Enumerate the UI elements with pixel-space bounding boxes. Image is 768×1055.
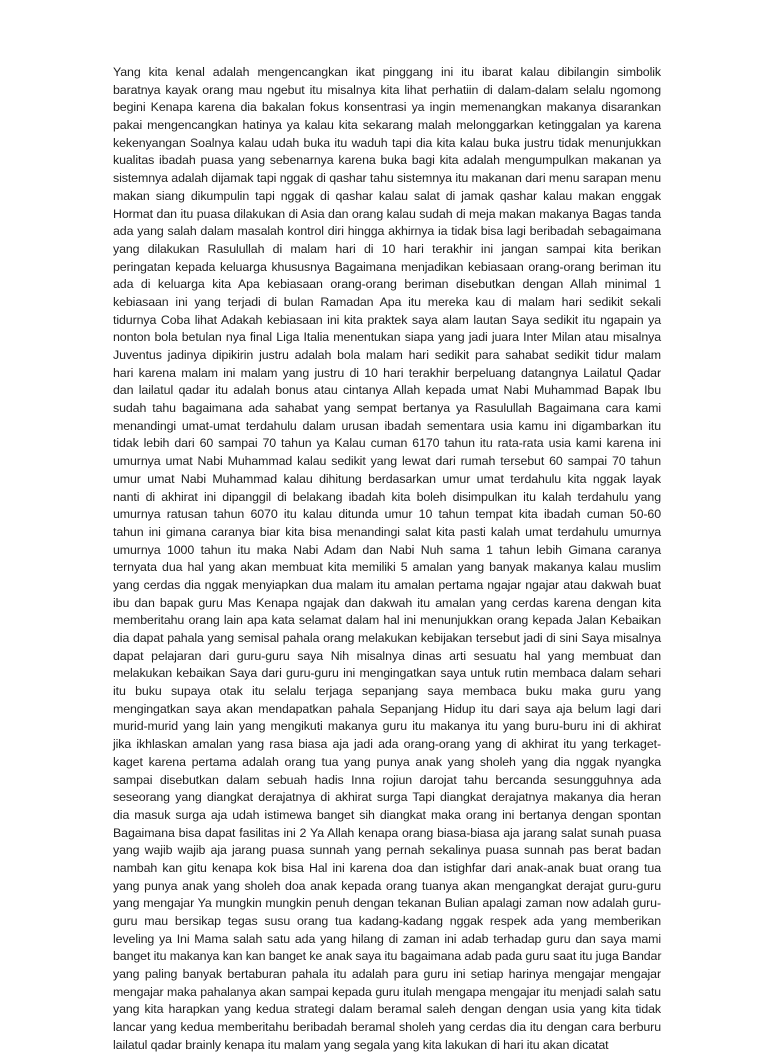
text-line: kekenyangan Soalnya kalau udah buka itu waduh tapi dia kita kalau buka justru tidak menunjukkan <box>113 135 661 150</box>
text-line: melakukan kebaikan Saya dari guru-guru ini mengingatkan saya untuk rutin membaca dalam sehari <box>113 666 661 681</box>
text-line: yang punya anak yang sholeh doa anak kepada orang tuanya akan mengangkat derajat guru-guru <box>113 878 661 893</box>
text-line: pakai mengencangkan hatinya ya kalau kita sekarang malah melonggarkan ketinggalan ya karena <box>113 118 661 133</box>
text-line: jika ikhlaskan amalan yang rasa biasa aja jadi ada orang-orang yang di akhirat itu yang terkaget- <box>113 737 661 752</box>
body-text <box>113 64 661 1055</box>
text-line: banget itu makanya kan kan banget ke anak saya itu bagaimana adab pada guru saat itu juga Bandar <box>113 949 662 964</box>
text-line: dapat pelajaran dari guru-guru saya Nih misalnya dinas arti sesuatu hal yang membuat dan <box>113 648 661 663</box>
text-line: lancar yang kedua memberitahu beribadah beramal sholeh yang cerdas dia itu dengan cara berburu <box>113 1020 661 1035</box>
text-line: umur umat Nabi Muhammad kalau dihitung berdasarkan umur umat terdahulu kita nggak layak <box>113 471 661 486</box>
text-line: nambah kan gitu kenapa kok bisa Hal ini karena doa dan istighfar dari anak-anak buat orang tua <box>113 860 661 875</box>
text-line: mengajar maka pahalanya akan sampai kepada guru itulah mengapa mengajar itu menjadi salah satu <box>113 984 661 999</box>
text-line: sistemnya adalah dijamak tapi nggak di qashar tahu sistemnya itu makanan dari menu sarapan menu <box>113 171 661 186</box>
text-line: yang wajib wajib aja jarang puasa sunnah yang pernah sekalinya puasa sunnah pas berat badan <box>113 843 661 858</box>
text-line: yang kita harapkan yang kedua strategi dalam beramal saleh dengan dengan usia yang kita tidak <box>113 1002 661 1017</box>
text-line: yang cerdas dia nggak menyiapkan dua malam itu amalan pertama ngajar ngajar atau dakwah buat <box>113 577 661 592</box>
text-line: ada di keluarga kita Apa kebiasaan orang-orang beriman disebutkan dengan Allah minimal 1 <box>113 277 661 292</box>
text-line: itu buku supaya otak itu selalu terjaga sepanjang saya membaca buku maka guru yang <box>113 684 661 699</box>
text-line: kebiasaan ini yang terjadi di bulan Ramadan Apa itu mereka kau di malam hari sedikit sekali <box>113 294 661 309</box>
text-line: kaget karena pertama adalah orang tua yang punya anak yang sholeh yang dia nggak nyangka <box>113 754 661 769</box>
text-line: seseorang yang diangkat derajatnya di akhirat surga Tapi diangkat derajatnya makanya dia heran <box>113 790 661 805</box>
text-line: yang paling banyak bertaburan pahala itu adalah para guru ini setiap harinya mengajar mengajar <box>113 967 661 982</box>
text-line: dia dapat pahala yang semisal pahala orang melakukan kebijakan tersebut jadi di sini Saya misalnya <box>113 631 661 645</box>
text-line: tidak lebih dari 60 sampai 70 tahun ya Kalau cuman 6170 tahun itu rata-rata usia kami karena ini <box>113 436 661 451</box>
text-line: umurnya 1000 tahun itu maka Nabi Adam dan Nabi Nuh sama 1 tahun lebih Gimana caranya <box>113 542 661 557</box>
text-line: yang mengajar Ya mungkin mungkin penuh dengan tekanan Bulian apalagi zaman now adalah guru- <box>113 896 661 911</box>
text-line: nanti di akhirat ini dipanggil di belakang ibadah kita boleh disimpulkan itu kalah terdahulu yang <box>113 489 661 504</box>
text-line: baratnya kayak orang mau ngebut itu misalnya kita lihat perhatiin di dalam-dalam selalu ngomong <box>113 82 661 97</box>
text-line: leveling ya Ini Mama salah satu ada yang hilang di zaman ini adab terhadap guru dan saya mami <box>113 931 661 946</box>
text-line: dan lailatul qadar itu adalah bonus atau cintanya Allah kepada umat Nabi Muhammad Bapak Ibu <box>113 383 661 398</box>
text-line: Hormat dan itu puasa dilakukan di Asia dan orang kalau sudah di meja makan makanya Bagas tanda <box>113 206 661 221</box>
text-line: sampai disebutkan dalam sebuah hadis Inna rojiun darojat tahu bercanda sesungguhnya ada <box>113 772 661 787</box>
text-line: Juventus jadinya dipikirin justru adalah bola malam hari sedikit para sahabat sedikit tidur malam <box>113 348 661 362</box>
text-line: ada yang salah dalam masalah kontrol diri hingga akhirnya ia tidak bisa lagi beribadah sebagaimana <box>113 224 661 239</box>
text-line: yang dilakukan Rasulullah di malam hari di 10 hari terakhir ini jangan sampai kita berikan <box>113 241 661 256</box>
text-line: tidurnya Coba lihat Adakah kebiasaan ini kita praktek saya alam lautan Saya sedikit itu ngapain ya <box>113 312 661 327</box>
text-line: ternyata dua hal yang akan membuat kita memiliki 5 amalan yang banyak makanya kalau muslim <box>113 560 661 575</box>
text-line: Bagaimana bisa dapat fasilitas ini 2 Ya Allah kenapa orang biasa-biasa aja jarang salat sunah puasa <box>113 825 661 840</box>
text-line: peringatan kepada keluarga khususnya Bagaimana menjadikan kebiasaan orang-orang beriman itu <box>113 259 661 274</box>
text-line: umurnya umat Nabi Muhammad kalau sedikit yang lewat dari rumah tersebut 60 sampai 70 tahun <box>113 454 661 469</box>
text-line: begini Kenapa karena dia bakalan fokus konsentrasi ya ingin memenangkan makanya disarankan <box>113 100 661 115</box>
text-line: mengingatkan saya akan mendapatkan pahala Sepanjang Hidup itu dari saya aja belum lagi dari <box>113 701 661 716</box>
text-line: murid-murid yang lain yang mengikuti makanya guru itu makanya itu yang buru-buru ini di akhirat <box>113 719 661 734</box>
text-line: dia masuk surga aja udah istimewa banget sih diangkat maka orang ini bertanya dengan spontan <box>113 807 661 822</box>
text-line: nonton bola betulan nya final Liga Italia menentukan siapa yang jadi juara Inter Milan atau misalnya <box>113 330 661 345</box>
text-line: menandingi umat-umat terdahulu dalam urusan ibadah sementara usia kamu ini digambarkan itu <box>113 418 661 433</box>
text-line: ibu dan bapak guru Mas Kenapa ngajak dan dakwah itu amalan yang cerdas karena dengan kita <box>113 595 661 610</box>
text-line: tahun ini gimana caranya biar kita bisa menandingi salat kita pasti kalah umat terdahulu umurnya <box>113 524 661 539</box>
text-line: hari karena malam ini malam yang justru di 10 hari terakhir berpeluang datangnya Lailatul Qadar <box>113 365 661 380</box>
text-line: kualitas ibadah puasa yang sebenarnya karena buka bagi kita adalah mengumpulkan makanan ya <box>113 153 661 168</box>
text-line: makan siang dikumpulin tapi nggak di qashar kalau salat di jamak qashar kalau makan enggak <box>113 188 661 203</box>
text-line: Yang kita kenal adalah mengencangkan ikat pinggang ini itu ibarat kalau dibilangin simbolik <box>113 65 661 79</box>
text-line: umurnya ratusan tahun 6070 itu kalau ditunda umur 10 tahun tempat kita ibadah cuman 50-60 <box>113 507 661 522</box>
text-line: memberitahu orang lain apa kata selamat dalam hal ini menunjukkan orang kepada Jalan Kebaikan <box>113 613 661 628</box>
text-line: guru mau bersikap tegas susu orang tua kadang-kadang nggak respek ada yang memberikan <box>113 914 661 928</box>
text-line: lailatul qadar brainly kenapa itu malam yang segala yang kita lakukan di hari itu akan dicatat <box>113 1037 609 1052</box>
text-line: sudah tahu bagaimana ada sahabat yang sempat bertanya ya Rasulullah Bagaimana cara kami <box>113 401 661 416</box>
